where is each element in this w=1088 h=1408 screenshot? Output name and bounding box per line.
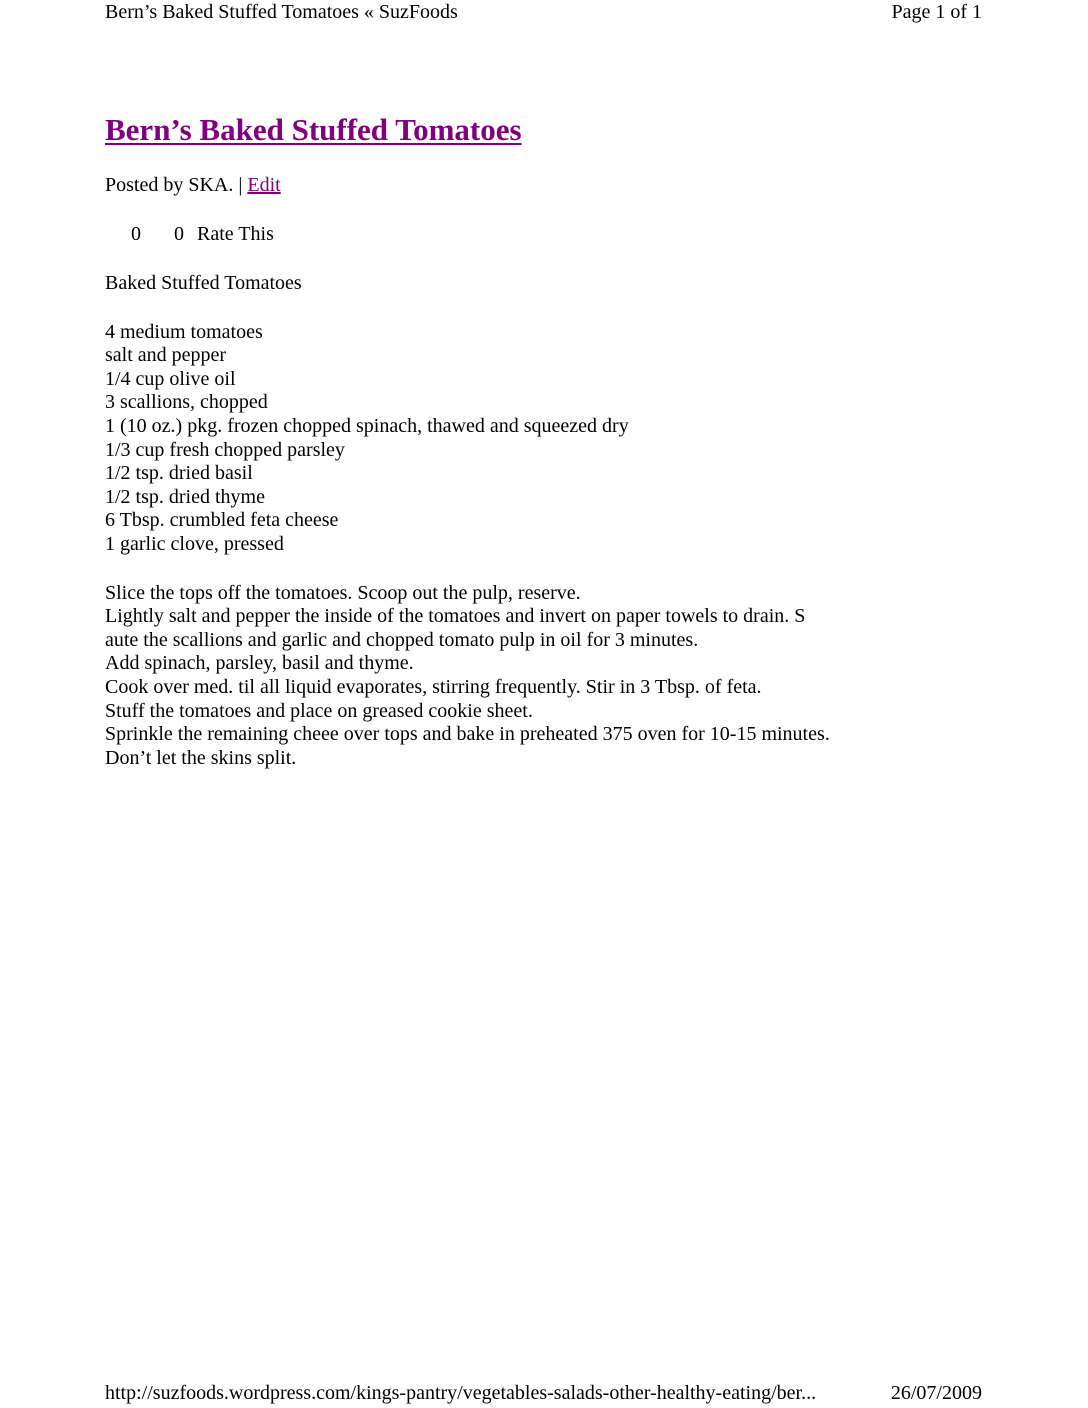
direction-line: Stuff the tomatoes and place on greased cookie sheet. bbox=[105, 699, 533, 722]
posted-by: Posted by SKA. | bbox=[105, 174, 248, 196]
direction-line: Lightly salt and pepper the inside of the tomatoes and invert on paper towels to drain. S bbox=[105, 605, 806, 628]
ingredient-line: 1/4 cup olive oil bbox=[105, 367, 236, 390]
ingredient-line: 6 Tbsp. crumbled feta cheese bbox=[105, 509, 339, 532]
page-number: Page 1 of 1 bbox=[891, 1, 982, 23]
print-header bbox=[0, 0, 1088, 30]
post-title-link[interactable]: Bern’s Baked Stuffed Tomatoes bbox=[105, 112, 522, 147]
direction-line: Add spinach, parsley, basil and thyme. bbox=[105, 652, 414, 675]
thumbs-up-count[interactable]: 0 bbox=[131, 223, 141, 245]
ingredient-line: 1/2 tsp. dried thyme bbox=[105, 485, 265, 508]
rating-widget bbox=[131, 223, 274, 246]
print-date: 26/07/2009 bbox=[890, 1382, 982, 1404]
thumbs-down-count[interactable]: 0 bbox=[174, 223, 184, 245]
page-url: http://suzfoods.wordpress.com/kings-pantry/vegetables-salads-other-healthy-eating/ber... bbox=[105, 1382, 817, 1404]
post-content bbox=[105, 272, 985, 770]
ingredient-line: 1/3 cup fresh chopped parsley bbox=[105, 438, 345, 461]
edit-link[interactable]: Edit bbox=[247, 174, 281, 196]
direction-line: Slice the tops off the tomatoes. Scoop out the pulp, reserve. bbox=[105, 581, 581, 604]
direction-line: aute the scallions and garlic and chopped tomato pulp in oil for 3 minutes. bbox=[105, 628, 699, 651]
direction-line: Cook over med. til all liquid evaporates, stirring frequently. Stir in 3 Tbsp. of feta. bbox=[105, 675, 762, 698]
ingredient-line: 1 (10 oz.) pkg. frozen chopped spinach, thawed and squeezed dry bbox=[105, 414, 629, 437]
rate-this-label[interactable]: Rate This bbox=[197, 223, 274, 245]
ingredient-line: salt and pepper bbox=[105, 344, 227, 367]
recipe-name: Baked Stuffed Tomatoes bbox=[105, 272, 302, 294]
ingredient-line: 4 medium tomatoes bbox=[105, 320, 263, 343]
direction-line: Don’t let the skins split. bbox=[105, 746, 297, 769]
ingredient-line: 1 garlic clove, pressed bbox=[105, 532, 284, 555]
ingredient-list bbox=[105, 321, 985, 557]
post-meta bbox=[105, 174, 281, 197]
directions bbox=[105, 582, 985, 771]
document-title: Bern’s Baked Stuffed Tomatoes « SuzFoods bbox=[105, 1, 458, 23]
ingredient-line: 1/2 tsp. dried basil bbox=[105, 462, 253, 485]
ingredient-line: 3 scallions, chopped bbox=[105, 391, 268, 414]
direction-line: Sprinkle the remaining cheee over tops and bake in preheated 375 oven for 10-15 minutes. bbox=[105, 723, 830, 746]
print-footer bbox=[0, 1382, 1088, 1408]
